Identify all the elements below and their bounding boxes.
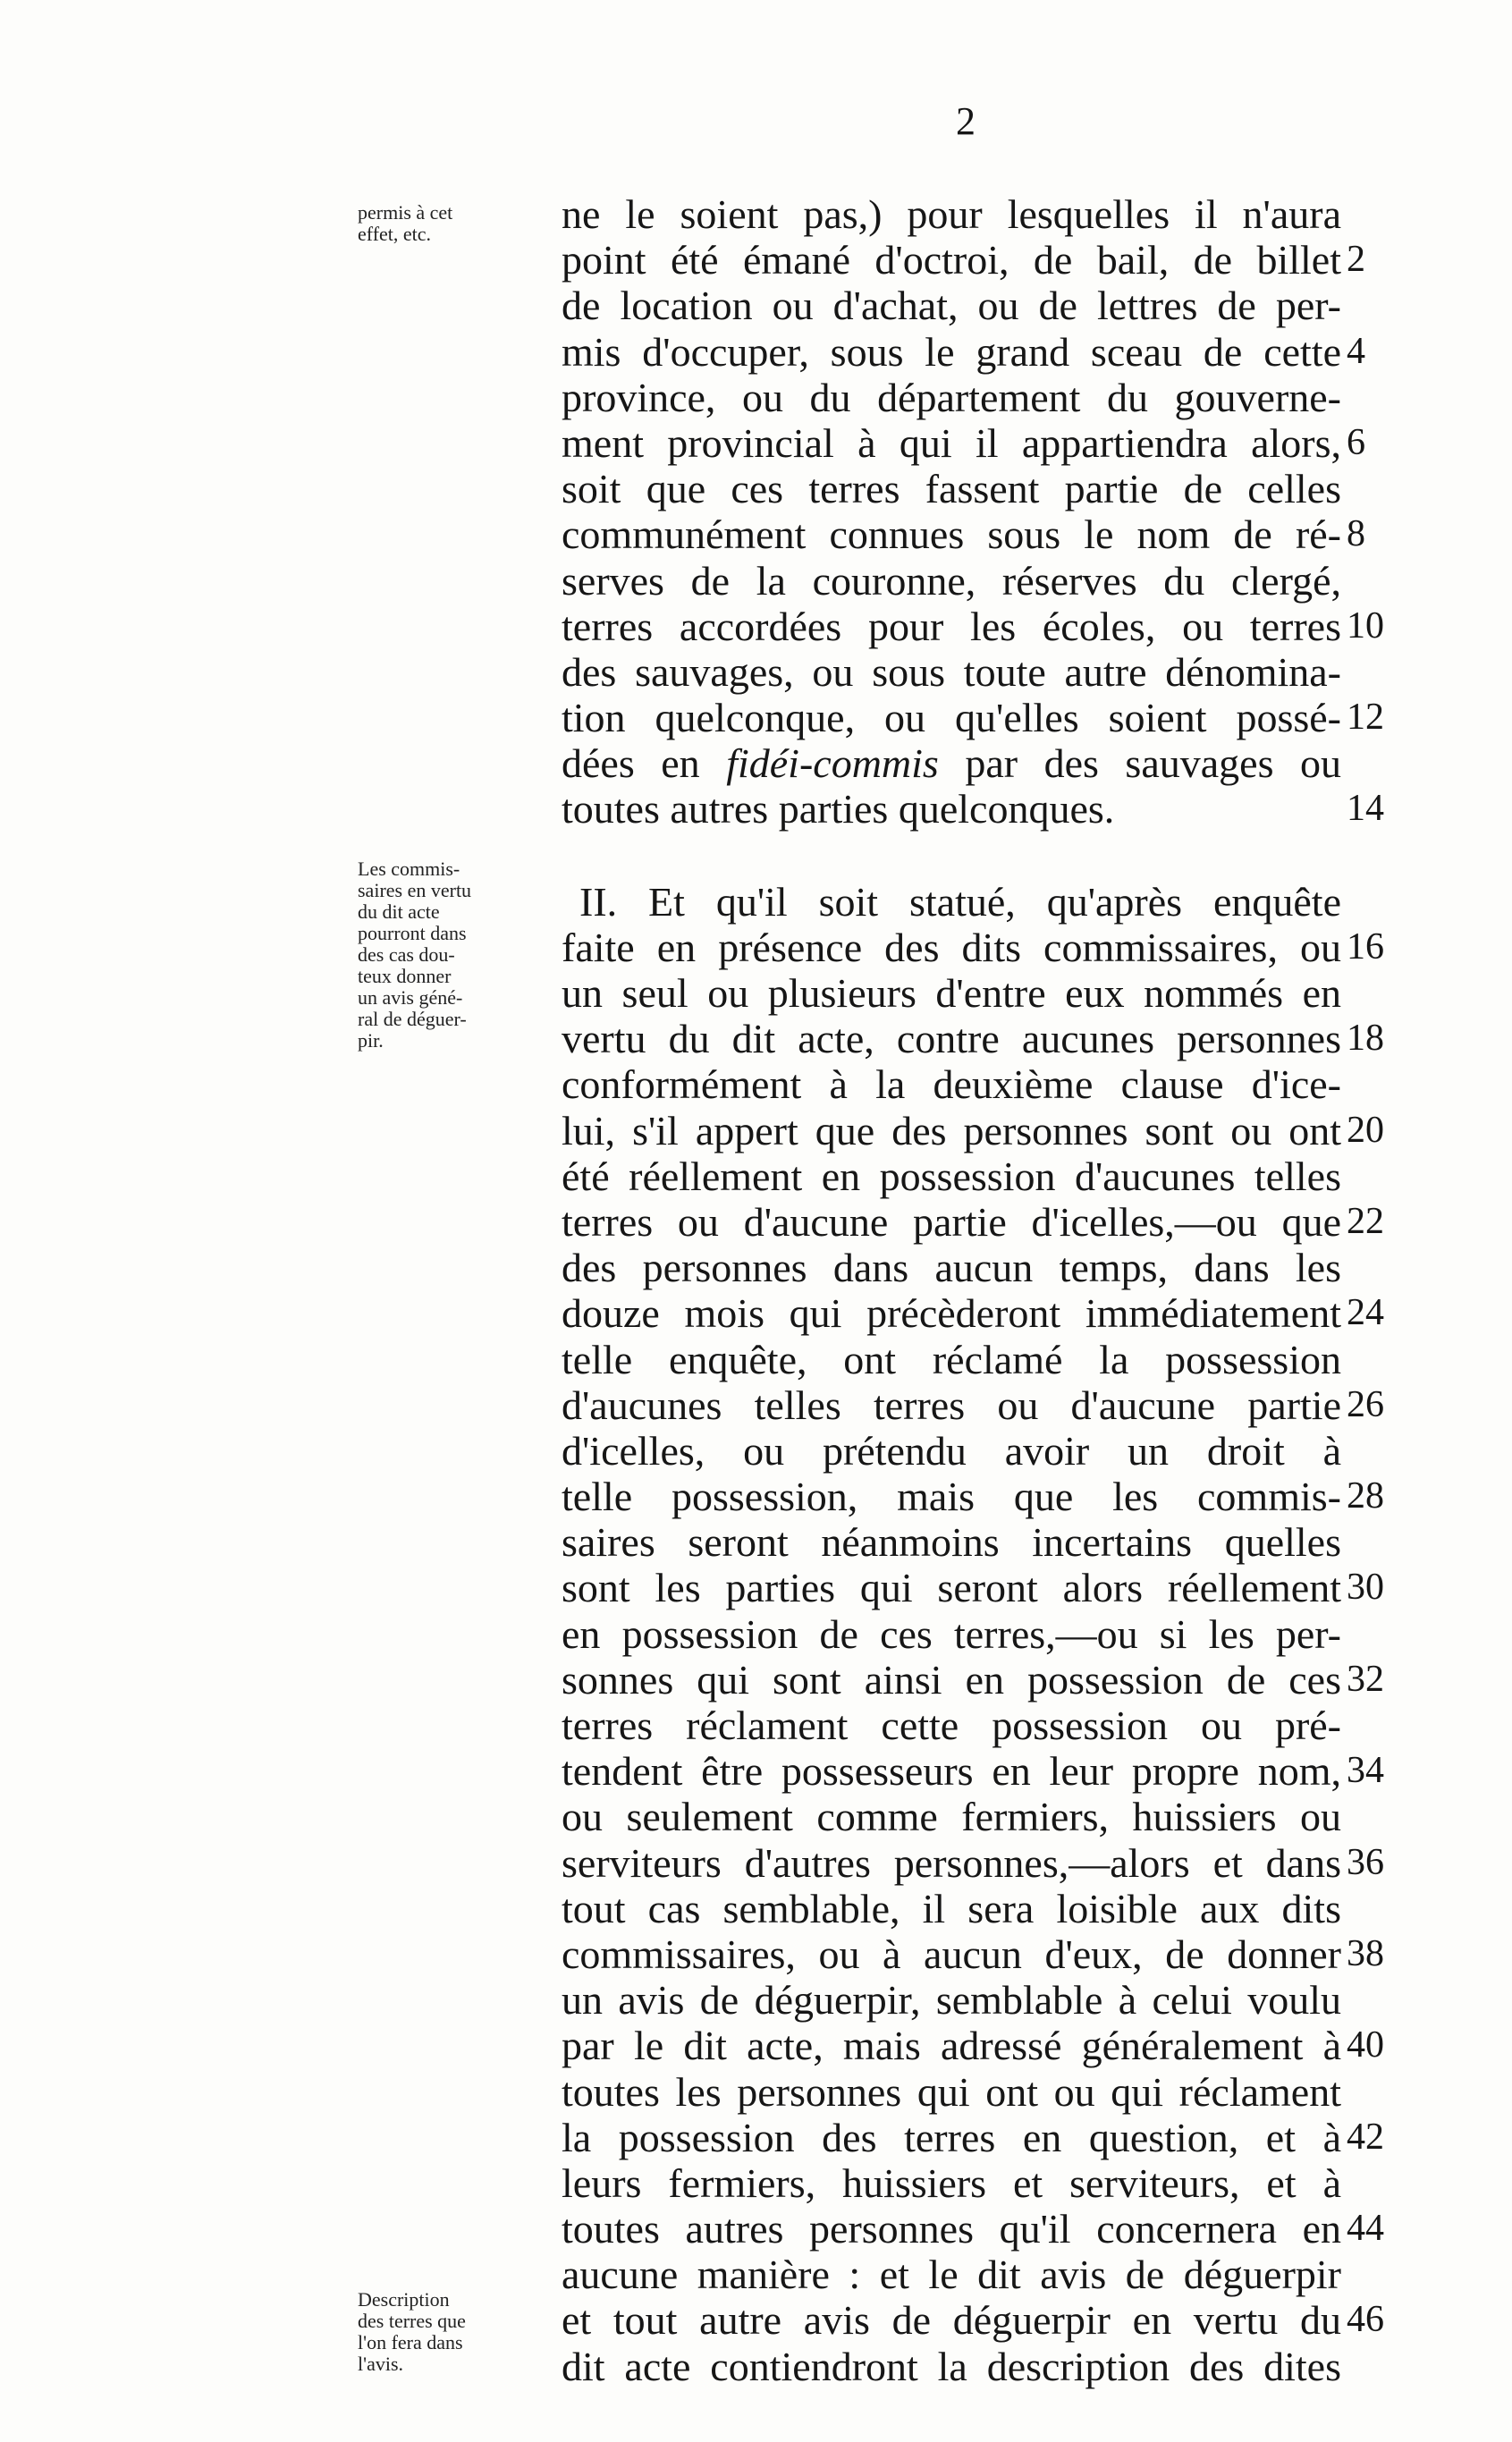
page-number: 2 [956, 99, 976, 143]
text-line [562, 283, 1356, 328]
line-text: communément connues sous le nom de ré- [562, 511, 1341, 558]
line-text: II. Et qu'il soit statué, qu'après enquête [579, 878, 1341, 925]
text-line [562, 1611, 1356, 1657]
line-text: sont les parties qui seront alors réellement [562, 1565, 1341, 1611]
line-text: des sauvages, ou sous toute autre dénomina- [562, 648, 1341, 695]
line-number: 18 [1347, 1018, 1384, 1060]
line-text: tout cas semblable, il sera loisible aux dits [562, 1885, 1341, 1931]
line-text: point été émané d'octroi, de bail, de billet [562, 237, 1341, 283]
line-text: mis d'occuper, sous le grand sceau de cette [562, 328, 1341, 375]
line-text: commissaires, ou à aucun d'eux, de donner [562, 1931, 1341, 1977]
italic-term: fidéi-commis [726, 740, 939, 787]
line-text: et tout autre avis de déguerpir en vertu du [562, 2297, 1341, 2344]
line-number: 42 [1347, 2116, 1384, 2158]
line-number: 4 [1347, 330, 1365, 372]
text-line [562, 375, 1356, 420]
margin-note-line: pourront dans [358, 922, 467, 944]
text-line [562, 1016, 1384, 1062]
text-line [562, 1290, 1384, 1337]
line-text: dit acte contiendront la description des dites [562, 2343, 1341, 2389]
margin-note-line: un avis géné- [358, 986, 463, 1009]
text-line [562, 924, 1384, 970]
text-line [562, 2297, 1384, 2344]
line-text: telle possession, mais que les commis- [562, 1474, 1341, 1520]
line-number: 44 [1347, 2208, 1384, 2250]
text-line [562, 740, 1356, 786]
text-line [562, 328, 1365, 375]
text-line [562, 1703, 1356, 1748]
line-text: toutes les personnes qui ont ou qui réclament [562, 2068, 1341, 2115]
line-number: 2 [1347, 239, 1365, 281]
line-text: ment provincial à qui il appartiendra alors, [562, 419, 1341, 466]
margin-note-line: l'on fera dans [358, 2331, 463, 2353]
line-text: vertu du dit acte, contre aucunes personnes [562, 1016, 1341, 1062]
text-line [562, 2344, 1356, 2389]
text-line [562, 603, 1384, 649]
line-text-mixed [562, 740, 1341, 786]
text-line [562, 1886, 1356, 1931]
text-line [562, 1931, 1384, 1977]
text-line [562, 1198, 1384, 1245]
line-number: 10 [1347, 604, 1384, 646]
margin-note-line: pir. [358, 1029, 384, 1052]
text-line [562, 1245, 1356, 1290]
text-line [562, 2069, 1356, 2115]
line-text: un seul ou plusieurs d'entre eux nommés en [562, 970, 1341, 1016]
line-number: 28 [1347, 1475, 1384, 1517]
paragraph-2 [562, 878, 1384, 2389]
line-number: 20 [1347, 1109, 1384, 1151]
line-text: leurs fermiers, huissiers et serviteurs, et à [562, 2159, 1341, 2206]
line-text: terres accordées pour les écoles, ou terres [562, 603, 1341, 649]
text-line [562, 511, 1365, 558]
margin-note-description [358, 2289, 550, 2375]
line-number: 8 [1347, 513, 1365, 555]
line-text: la possession des terres en question, et à [562, 2114, 1341, 2160]
text-line [562, 1565, 1384, 1611]
text-line [562, 970, 1356, 1016]
text-line [562, 237, 1365, 283]
line-number: 26 [1347, 1383, 1384, 1425]
line-text: terres réclament cette possession ou pré- [562, 1703, 1341, 1748]
text-line [562, 695, 1384, 741]
line-text: serviteurs d'autres personnes,—alors et dans [562, 1839, 1341, 1886]
text-line [562, 1107, 1384, 1153]
line-number: 16 [1347, 925, 1384, 968]
line-text: sonnes qui sont ainsi en possession de ces [562, 1656, 1341, 1703]
line-number: 40 [1347, 2024, 1384, 2066]
line-text: saires seront néanmoins incertains quelles [562, 1519, 1341, 1566]
margin-note-line: effet, etc. [358, 223, 432, 245]
text-line [562, 1977, 1356, 2023]
line-text: en possession de ces terres,—ou si les per- [562, 1610, 1341, 1657]
text-line [562, 786, 1384, 832]
margin-note-line: du dit acte [358, 900, 440, 923]
text-line [562, 2252, 1356, 2297]
line-number: 14 [1347, 788, 1384, 830]
main-text-column [562, 191, 1384, 2389]
text-line [562, 649, 1356, 695]
line-text: tion quelconque, ou qu'elles soient possé- [562, 695, 1341, 741]
line-text: conformément à la deuxième clause d'ice- [562, 1061, 1341, 1108]
line-text: ne le soient pas,) pour lesquelles il n'aura [562, 191, 1341, 237]
line-text: toutes autres parties quelconques. [562, 786, 1115, 832]
line-text: douze mois qui précèderont immédiatement [562, 1290, 1341, 1337]
line-number: 12 [1347, 697, 1384, 739]
text-line [562, 1519, 1356, 1565]
text-line [562, 558, 1356, 604]
line-text: des personnes dans aucun temps, dans les [562, 1245, 1341, 1291]
line-text: un avis de déguerpir, semblable à celui voulu [562, 1977, 1341, 2024]
text-line [562, 2160, 1356, 2206]
line-text: toutes autres personnes qu'il concernera en [562, 2206, 1341, 2252]
text-line [562, 1061, 1356, 1107]
line-text: été réellement en possession d'aucunes telles [562, 1153, 1341, 1199]
margin-note-line: l'avis. [358, 2353, 404, 2375]
line-text: lui, s'il appert que des personnes sont ou ont [562, 1107, 1341, 1153]
margin-note-line: ral de déguer- [358, 1008, 467, 1030]
line-text: d'icelles, ou prétendu avoir un droit à [562, 1427, 1341, 1474]
margin-note-line: Description [358, 2288, 450, 2311]
paragraph-1 [562, 191, 1384, 832]
line-text: serves de la couronne, réserves du clergé, [562, 557, 1341, 604]
text-line [562, 1382, 1384, 1428]
text-line [562, 1656, 1384, 1703]
margin-note-line: des cas dou- [358, 943, 455, 966]
line-text: d'aucunes telles terres ou d'aucune partie [562, 1382, 1341, 1428]
line-text: telle enquête, ont réclamé la possession [562, 1336, 1341, 1382]
line-text: faite en présence des dits commissaires, ou [562, 924, 1341, 970]
line-number: 22 [1347, 1200, 1384, 1242]
margin-note-line: des terres que [358, 2310, 466, 2332]
line-number: 30 [1347, 1567, 1384, 1609]
line-text: terres ou d'aucune partie d'icelles,—ou que [562, 1198, 1341, 1245]
line-text: soit que ces terres fassent partie de celles [562, 466, 1341, 512]
line-text: ou seulement comme fermiers, huissiers ou [562, 1794, 1341, 1840]
margin-note-line: saires en vertu [358, 879, 472, 901]
line-number: 36 [1347, 1841, 1384, 1883]
margin-note-line: teux donner [358, 965, 452, 987]
line-number: 32 [1347, 1658, 1384, 1700]
margin-note-commissaires [358, 858, 550, 1052]
line-number: 6 [1347, 421, 1365, 463]
line-text-part: dées en [562, 740, 727, 787]
margin-note-line: Les commis- [358, 858, 460, 880]
text-line [562, 1153, 1356, 1199]
line-number: 24 [1347, 1292, 1384, 1334]
text-line [562, 1748, 1384, 1795]
text-line [562, 1337, 1356, 1382]
text-line [562, 2206, 1384, 2252]
text-line [562, 2114, 1384, 2160]
line-text: par le dit acte, mais adressé généralement à [562, 2023, 1341, 2069]
margin-note-line: permis à cet [358, 201, 453, 224]
line-text: de location ou d'achat, ou de lettres de per- [562, 283, 1341, 329]
text-line [562, 1794, 1356, 1839]
text-line [562, 1428, 1356, 1474]
text-line [562, 191, 1356, 237]
text-line [562, 1839, 1384, 1886]
text-line [562, 419, 1365, 466]
line-number: 34 [1347, 1750, 1384, 1792]
text-line [562, 2023, 1384, 2069]
line-text: province, ou du département du gouverne- [562, 374, 1341, 420]
margin-note-permis [358, 202, 550, 245]
line-number: 46 [1347, 2299, 1384, 2341]
text-line [562, 466, 1356, 511]
line-text-part: par des sauvages ou [938, 740, 1342, 787]
text-line [562, 1474, 1384, 1520]
text-line [562, 879, 1356, 925]
line-text: aucune manière : et le dit avis de déguerpir [562, 2252, 1341, 2298]
line-number: 38 [1347, 1932, 1384, 1974]
line-text: tendent être possesseurs en leur propre nom, [562, 1748, 1341, 1795]
